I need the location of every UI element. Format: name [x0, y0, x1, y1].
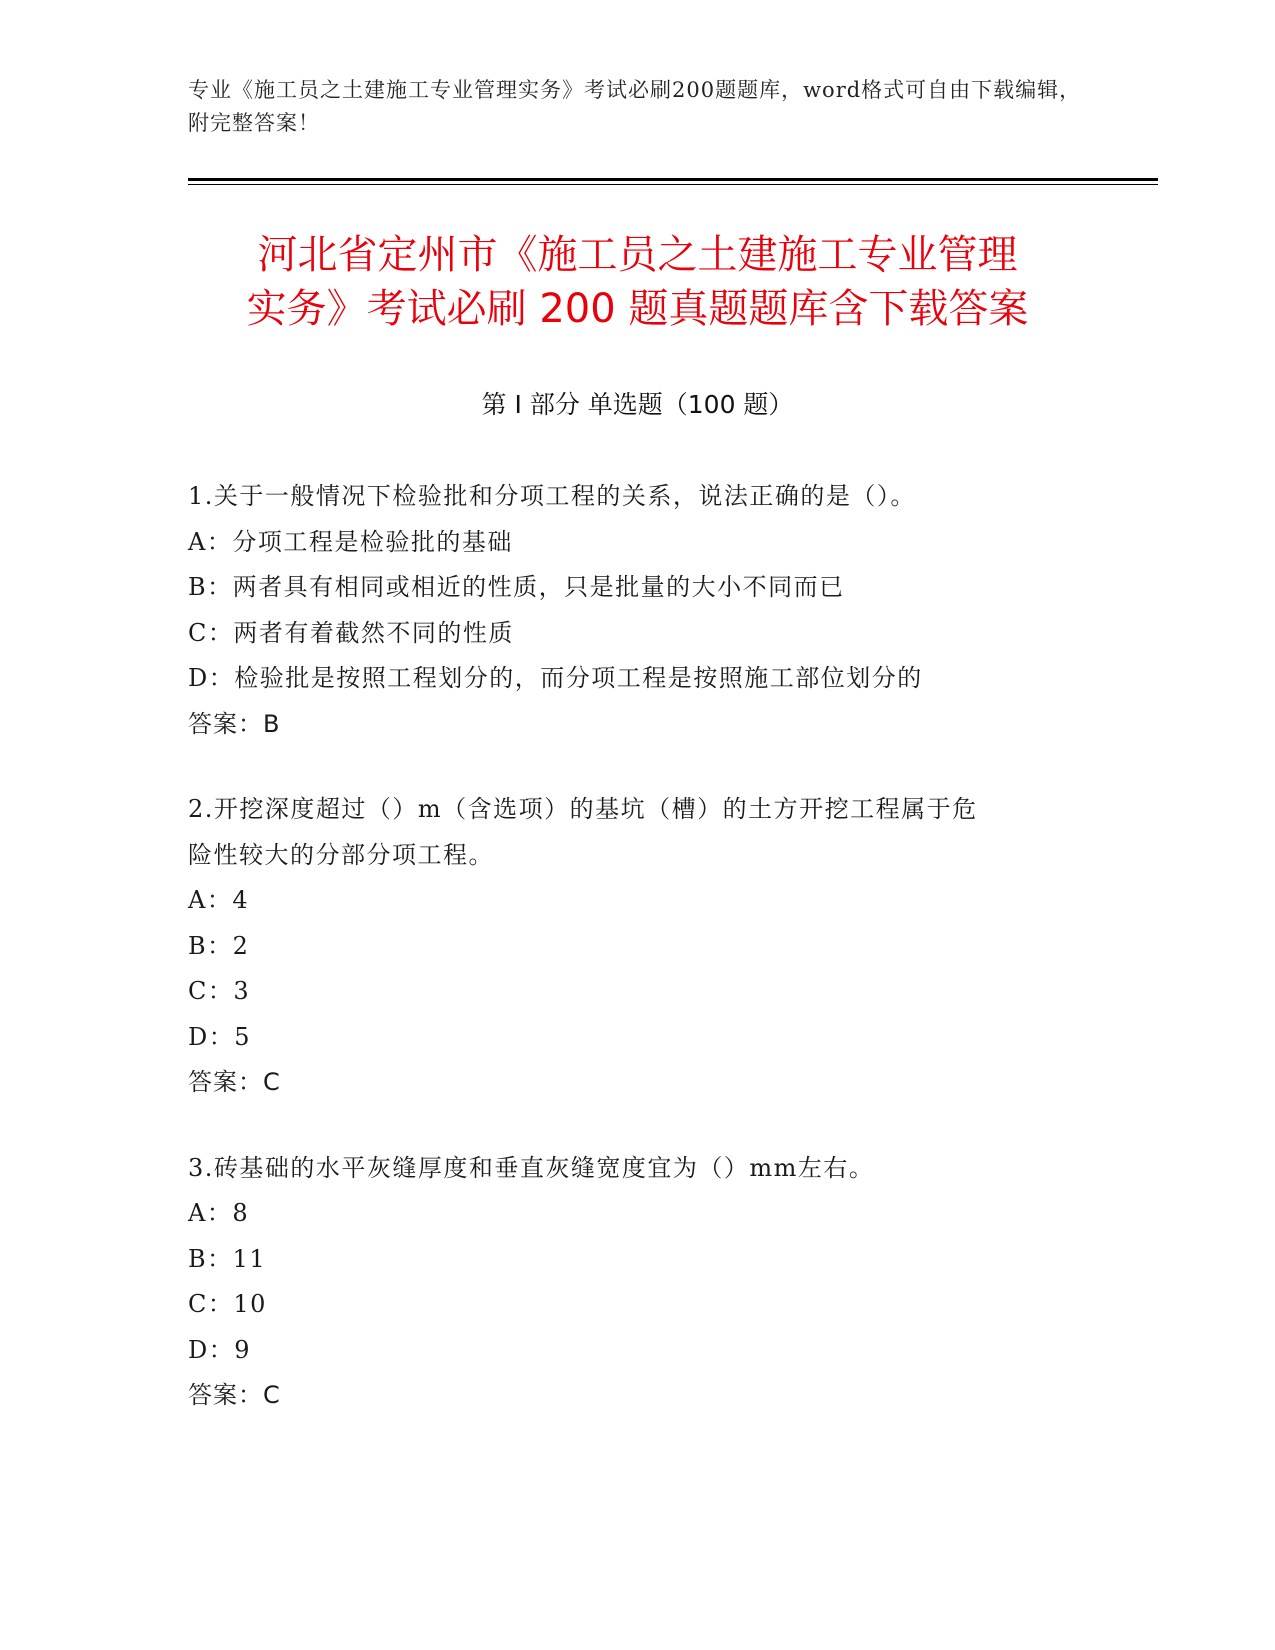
document-title-line-2: 实务》考试必刷 200 题真题题库含下载答案: [246, 286, 1029, 332]
question-1-stem: 1.关于一般情况下检验批和分项工程的关系，说法正确的是（）。: [188, 482, 916, 510]
question-1-option-d: D：检验批是按照工程划分的，而分项工程是按照施工部位划分的: [188, 664, 923, 692]
question-1-option-c: C：两者有着截然不同的性质: [188, 618, 514, 647]
header-note: 专业《施工员之土建施工专业管理实务》考试必刷200题题库，word格式可自由下载编辑，附完整答案！: [188, 78, 1082, 135]
question-3-option-b: B：11: [188, 1244, 267, 1273]
header-rule-thin: [188, 184, 1158, 185]
document-title-line-1: 河北省定州市《施工员之土建施工专业管理: [257, 232, 1018, 278]
question-2-option-b: B：2: [188, 931, 250, 960]
question-2-option-c: C：3: [188, 977, 251, 1005]
question-2-option-a: A：4: [188, 886, 250, 914]
question-3-option-c: C：10: [188, 1290, 267, 1318]
question-list: [188, 474, 1088, 1459]
question-3: [188, 1146, 1088, 1419]
question-1-option-b: B：两者具有相同或相近的性质，只是批量的大小不同而已: [188, 573, 845, 601]
section-title: 第 I 部分 单选题（100 题）: [481, 390, 794, 419]
question-1-answer: 答案：B: [188, 709, 281, 738]
question-2-answer: 答案：C: [188, 1068, 281, 1096]
question-2: [188, 787, 1088, 1106]
header-rule-thick: [188, 178, 1158, 181]
question-2-stem-line-1: 2.开挖深度超过（）m（含选项）的基坑（槽）的土方开挖工程属于危: [188, 795, 978, 823]
question-3-stem: 3.砖基础的水平灰缝厚度和垂直灰缝宽度宜为（）mm左右。: [188, 1153, 875, 1182]
document-title: [0, 228, 1275, 336]
question-2-stem-line-2: 险性较大的分部分项工程。: [188, 840, 494, 869]
question-2-option-d: D：5: [188, 1022, 252, 1051]
question-3-option-d: D：9: [188, 1335, 252, 1364]
question-3-answer: 答案：C: [188, 1381, 281, 1409]
question-1-option-a: A：分项工程是检验批的基础: [188, 527, 513, 556]
question-3-option-a: A：8: [188, 1199, 250, 1227]
question-1: [188, 474, 1088, 747]
